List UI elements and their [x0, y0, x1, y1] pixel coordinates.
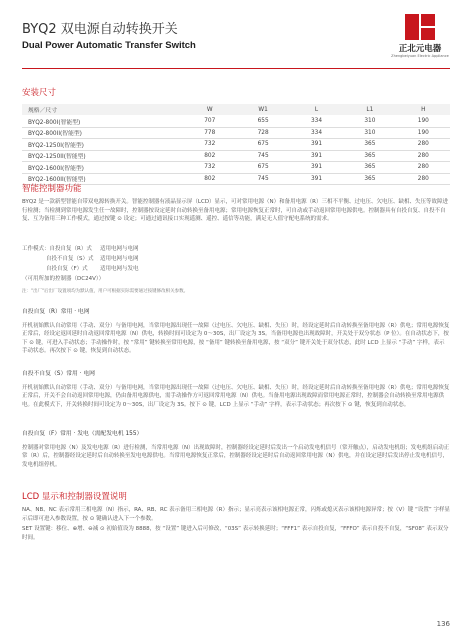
table-row — [22, 116, 450, 128]
table-cell: 655 — [236, 116, 289, 128]
table-cell: 778 — [183, 127, 236, 139]
lcd-description — [22, 506, 450, 542]
page-title: BYQ2 双电源自动转换开关 — [22, 22, 178, 37]
power-note: （可用所加的控制器（DC24V）） — [22, 276, 105, 282]
table-cell: 391 — [290, 162, 343, 174]
table-cell: 732 — [183, 162, 236, 174]
table-header-row — [22, 104, 450, 116]
mode-desc: 适用电网与发电 — [100, 266, 139, 272]
table-header: W1 — [236, 104, 289, 116]
mode-a-title: 自投自复（R）常用 · 电网 — [22, 309, 90, 315]
controller-intro: BYQ2 是一款新型智能自带双电源转换开关。智能控制器有液晶显示屏（LCD）显示，可对常用电源（N）和备用电源（R）三相不平衡、过电压、欠电压、缺相、失压等故障进行检测；当检测到常用电源发生任一故障时，控制器按设定延时自动转换至备用电源；常用电源恢复正常时，可自动或手动返回常用电源供电。控制器具有自投自复、自投不自复、互为备用三种工作模式，通过按键 ⊙ 设定；可通过通讯接口实现遥测、遥控、遥信等功能，满足无人值守配电系统的需求。 — [22, 199, 448, 223]
logo-name: 正北元电器 — [398, 44, 442, 54]
page-header — [22, 18, 452, 51]
table-row — [22, 127, 450, 139]
table-header: L — [290, 104, 343, 116]
table-cell: 280 — [397, 150, 450, 162]
table-cell: 728 — [236, 127, 289, 139]
section-title-dimensions: 安装尺寸 — [22, 88, 57, 98]
table-header: 规格／尺寸 — [22, 104, 183, 116]
work-modes — [22, 244, 322, 284]
table-cell: 190 — [397, 116, 450, 128]
table-cell: 707 — [183, 116, 236, 128]
table-cell: BYQ2-1250I(智能型) — [22, 139, 183, 151]
section-title-lcd: LCD 显示和控制器设置说明 — [22, 492, 127, 502]
table-cell: 280 — [397, 162, 450, 174]
table-cell: 391 — [290, 139, 343, 151]
list-item — [22, 274, 322, 284]
table-cell: 280 — [397, 173, 450, 185]
table-cell: 280 — [397, 139, 450, 151]
header-rule — [22, 68, 450, 69]
logo-subtitle: Zhengbeiyuan Electric Appliance — [391, 54, 449, 58]
table-cell: 802 — [183, 173, 236, 185]
dimensions-table — [22, 104, 450, 185]
mode-label: 自投不自复（S）式 — [46, 256, 94, 262]
mode-c-title: 自投自复（F）常用 · 发电（需配发电机 155） — [22, 431, 143, 437]
mode-a-block — [22, 308, 450, 356]
table-row — [22, 139, 450, 151]
table-header: W — [183, 104, 236, 116]
footnote: 注："出厂"后出厂设置项均为默认值，用户可根据实际需要通过按键修改相关参数。 — [22, 289, 189, 294]
table-cell: 391 — [290, 173, 343, 185]
mode-c-text: 控制器对常用电源（N）及发电电源（R）进行检测，当常用电源（N）出现故障时，控制器经设定延时后发出一个启动发电机信号（常开触点），启动发电机组；发电机组启动正常（R）后，控制器经设定延时后自动转换至发电电源供电。当常用电源恢复正常后，控制器经设定延时后自动返回常用电源（N）供电，并在设定延时后发出停止发电机信号，发电机组停机。 — [22, 444, 450, 468]
list-item — [22, 244, 322, 254]
brand-logo — [390, 14, 450, 58]
table-row — [22, 162, 450, 174]
page-subtitle: Dual Power Automatic Transfer Switch — [22, 40, 196, 51]
list-item — [22, 264, 322, 274]
table-cell: BYQ2-1250II(智能型) — [22, 150, 183, 162]
table-cell: 732 — [183, 139, 236, 151]
list-item — [22, 254, 322, 264]
table-cell: BYQ2-1600II(智能型) — [22, 173, 183, 185]
table-cell: 365 — [343, 139, 396, 151]
table-cell: 365 — [343, 150, 396, 162]
table-cell: BYQ2-800I(智能型) — [22, 116, 183, 128]
mode-a-text: 开机初始默认自动常用（手动、双分）与备用电网，当常用电源出现任一故障（过电压、欠电压、缺相、失压）时，经设定延时后自动转换至备用电源（R）供电；常用电源恢复正常后，经设定返回延时自动返回常用电源（N）供电，转换时间可设定为 0～30S，出厂设定为 3S。当备用电源也出现故障时，开关处于双分状态（P 位）。在自动状态下，按下 ⊙ 键，可进入手动状态；手动操作时，按 “常用” 键转换至常用电源，按 “备用” 键转换至备用电源，按 “双分” 键开关处于双分状态，此时 LCD 上显示 “手动” 字样，表示手动状态。再次按下 ⊙ 键，恢复到自动状态。 — [22, 322, 450, 355]
table-cell: 334 — [290, 127, 343, 139]
mode-label: 自投自复（F）式 — [46, 266, 88, 272]
table-cell: 310 — [343, 127, 396, 139]
mode-b-text: 开机初始默认自动常用（手动、双分）与备用电网，当常用电源出现任一故障（过电压、欠电压、缺相、失压）时，经设定延时后自动转换至备用电源（R）供电；常用电源恢复正常后，开关不会自动返回常用电源，仍由备用电源供电，需手动操作方可返回常用电源（N）供电。当备用电源出现故障而常用电源正常时，控制器会自动转换至常用电源供电。在此模式下，开关转换时间可设定为 0～30S，出厂设定为 3S。按下 ⊙ 键，LCD 上显示 “手动” 字样，表示手动状态；再次按下 ⊙ 键，恢复到自动状态。 — [22, 384, 450, 408]
table-cell: 365 — [343, 173, 396, 185]
table-row — [22, 150, 450, 162]
table-cell: 391 — [290, 150, 343, 162]
logo-icon — [405, 14, 435, 40]
page-number: 136 — [436, 620, 450, 628]
table-cell: 675 — [236, 162, 289, 174]
mode-desc: 适用电网与电网 — [100, 256, 139, 262]
table-header: L1 — [343, 104, 396, 116]
lcd-line-1: NA、NB、NC 表示常用三相电源（N）指示，RA、RB、RC 表示备用三相电源（R）指示；显示亮表示该相电源正常，闪烁或熄灭表示该相电源异常；按（V）键 “设置” 字样显示后即可进入参数设置，按 ⊙ 键确认进入下一个参数。 — [22, 507, 450, 522]
table-row — [22, 173, 450, 185]
table-cell: 802 — [183, 150, 236, 162]
mode-desc: 适用电网与电网 — [100, 246, 139, 252]
section-title-controller: 智能控制器功能 — [22, 184, 82, 194]
table-header: H — [397, 104, 450, 116]
table-cell: 745 — [236, 150, 289, 162]
lcd-line-2: SET 设置键：移位、⊕增、⊖减 ⊙ 初始值设为 8888，按 “设置” 键进入后可修改，“03S” 表示转换延时；“FFF1” 表示自投自复，“FFFO” 表示自投不自复，“SF08” 表示双分时间。 — [22, 526, 449, 541]
table-cell: 334 — [290, 116, 343, 128]
table-cell: 675 — [236, 139, 289, 151]
mode-b-block — [22, 370, 450, 409]
table-cell: 310 — [343, 116, 396, 128]
mode-c-block — [22, 430, 450, 469]
table-cell: 365 — [343, 162, 396, 174]
table-cell: BYQ2-1600I(智能型) — [22, 162, 183, 174]
table-cell: 745 — [236, 173, 289, 185]
table-cell: 190 — [397, 127, 450, 139]
table-cell: BYQ2-800II(智能型) — [22, 127, 183, 139]
mode-label: 工作模式：自投自复（R）式 — [22, 246, 92, 252]
mode-b-title: 自投不自复（S）常用 · 电网 — [22, 371, 95, 377]
